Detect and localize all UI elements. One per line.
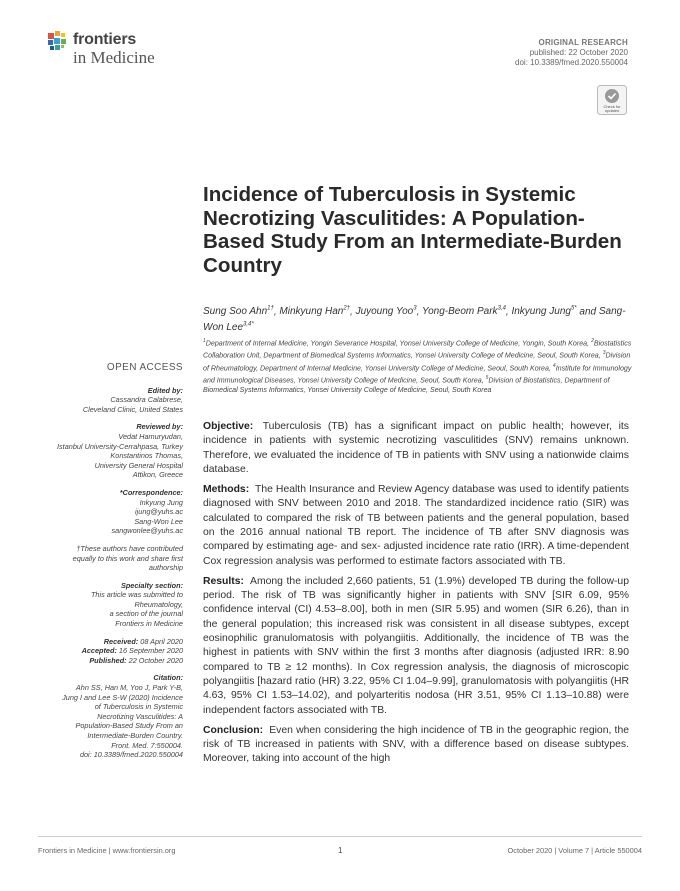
- sidebar-line: This article was submitted to: [90, 590, 183, 600]
- author-separator: and: [576, 306, 599, 318]
- sidebar-line: of Tuberculosis in Systemic: [94, 702, 183, 712]
- sidebar-heading: Reviewed by:: [136, 422, 183, 432]
- footer-divider: [38, 836, 642, 837]
- author-separator: ,: [416, 306, 422, 318]
- publication-dates: [38, 637, 183, 666]
- author-name: Yong-Beom Park: [421, 306, 498, 318]
- article-meta: [515, 38, 628, 68]
- frontiers-logo-icon: [46, 30, 72, 56]
- author-separator: ,: [350, 306, 356, 318]
- date-value: 08 April 2020: [138, 636, 183, 646]
- sidebar-section: [38, 386, 183, 415]
- affiliation-text: Division of Rheumatology, Department of Internal Medicine, Yonsei University College of Medicine, Seoul, South Korea,: [203, 351, 631, 372]
- article-info-sidebar: [38, 363, 183, 760]
- abstract-section: [203, 483, 629, 569]
- sidebar-line: Necrotizing Vasculitides: A: [97, 711, 183, 721]
- journal-name: in Medicine: [73, 48, 155, 67]
- author-name: Juyoung Yoo: [355, 306, 414, 318]
- sidebar-line: Sang-Won Lee: [134, 516, 183, 526]
- author-affiliation-mark: 2†: [343, 306, 350, 312]
- sidebar-line: Vedat Hamuryudan,: [118, 431, 183, 441]
- abstract-section: [203, 420, 629, 477]
- sidebar-heading: *Correspondence:: [119, 487, 183, 497]
- sidebar-link[interactable]: doi: 10.3389/fmed.2020.550004: [79, 750, 183, 760]
- affiliation-number: 2: [591, 338, 594, 344]
- sidebar-line: equally to this work and share first: [72, 553, 183, 563]
- date-line: [38, 637, 183, 647]
- affiliation-number: 3: [602, 350, 606, 357]
- abstract-text: Tuberculosis (TB) has a significant impact on public health; however, its incidence in patients with systemic necrotizing vasculitides (SNV) remains unknown. Therefore, we evaluated the incidence of TB in patients with SNV using a nationwide claims database.: [203, 421, 629, 476]
- author-name: Inkyung Jung: [511, 306, 571, 318]
- affiliation-number: 1: [203, 338, 206, 344]
- sidebar-line: Inkyung Jung: [139, 497, 183, 507]
- abstract-text: The Health Insurance and Review Agency database was used to identify patients diagnosed with SNV between 2010 and 2018. The standardized incidence ratio (SIR) was calculated to compared the risk of TB between patients and the general population, based on the 2016 annual national TB report. The incidence of TB after SNV diagnosis was compared by estimating age- and sex- adjusted incidence rate ratio (IRR). A time-dependent Cox regression analysis was performed to estimate factors associated with TB.: [203, 483, 629, 567]
- sidebar-line: Population-Based Study From an: [75, 721, 183, 731]
- footer-issue-info: October 2020 | Volume 7 | Article 550004: [507, 846, 642, 855]
- published-date: published: 22 October 2020: [529, 48, 628, 57]
- sidebar-line: Istanbul University-Cerrahpasa, Turkey: [57, 441, 183, 451]
- date-value: 16 September 2020: [116, 646, 183, 656]
- author[interactable]: [279, 306, 350, 317]
- sidebar-section: [38, 422, 183, 480]
- sidebar-heading: Edited by:: [147, 385, 183, 395]
- author[interactable]: [511, 306, 576, 317]
- abstract-heading: Objective:: [203, 421, 254, 432]
- sidebar-line: Attikon, Greece: [132, 470, 183, 480]
- crossmark-line1: Check for: [603, 104, 621, 109]
- abstract-text: Even when considering the high incidence of TB in the geographic region, the risk of TB increased in patients with SNV, with a difference based on disease subtypes. Moreover, taking into account of the high: [203, 724, 629, 765]
- sidebar-section: [38, 581, 183, 629]
- sidebar-heading: Citation:: [153, 673, 183, 683]
- affiliation-text: Biostatistics Collaboration Unit, Department of Biomedical Systems Informatics, Yonsei University College of Medicine, Seoul, South Korea,: [203, 339, 632, 360]
- sidebar-section: [38, 488, 183, 536]
- page-number: 1: [338, 846, 343, 855]
- author-affiliation-mark: 3,4: [497, 306, 506, 312]
- sidebar-section: [38, 673, 183, 759]
- abstract-heading: Results:: [203, 575, 244, 587]
- sidebar-line: Jung I and Lee S-W (2020) Incidence: [62, 692, 183, 702]
- article-type: ORIGINAL RESEARCH: [538, 38, 628, 47]
- author-affiliation-mark: 3: [413, 306, 417, 312]
- abstract-heading: Conclusion:: [203, 724, 264, 736]
- sidebar-line: University General Hospital: [94, 460, 183, 470]
- author-name: Sung Soo Ahn: [203, 306, 268, 318]
- author-affiliation-mark: 5*: [570, 306, 577, 312]
- sidebar-line: †These authors have contributed: [76, 543, 183, 553]
- date-label: Published:: [89, 655, 127, 665]
- sidebar-line: a section of the journal: [109, 609, 183, 619]
- sidebar-line: Frontiers in Medicine: [115, 619, 183, 629]
- affiliation-number: 5: [485, 374, 489, 381]
- author[interactable]: [203, 306, 274, 317]
- author-separator: ,: [505, 306, 512, 318]
- date-label: Accepted:: [81, 646, 117, 656]
- author-affiliation-mark: 3,4*: [243, 321, 254, 328]
- author[interactable]: [356, 306, 417, 317]
- author[interactable]: [422, 306, 506, 317]
- sidebar-link[interactable]: sangwonlee@yuhs.ac: [111, 526, 183, 536]
- sidebar-line: Cleveland Clinic, United States: [82, 404, 183, 414]
- affiliation-text: Division of Biostatistics, Department of Biomedical Systems Informatics, Yonsei University College of Medicine, Seoul, South Korea: [203, 376, 610, 395]
- date-label: Received:: [103, 636, 139, 646]
- sidebar-heading: Specialty section:: [120, 580, 183, 590]
- open-access-label[interactable]: OPEN ACCESS: [106, 362, 183, 373]
- crossmark-line2: updates: [604, 108, 620, 113]
- author-name: Minkyung Han: [279, 306, 344, 318]
- abstract-text: Among the included 2,660 patients, 51 (1.9%) developed TB during the follow-up period. The risk of TB was significantly higher in patients with SNV [SIR 6.09, 95% confidence interval (CI) 4.53–8.00], both in men (SIR 5.95) and women (SIR 6.26), than in the general population; this increased risk was consistent in all disease subtypes, except eosinophilic granulomatosis with polyangiitis. Additionally, the incidence of TB was the highest in patients with SNV within the first 3 months after diagnosis (adjusted IRR: 8.90 compared to TB ≥ 12 months). In Cox regression analysis, the diagnosis of microscopic polyangiitis [hazard ratio (HR) 3.22, 95% CI 1.04–9.99], granulomatosis with polyangiitis (HR 4.63, 95% CI 1.53–14.02), and polyarteritis nodosa (HR 3.51, 95% CI 1.13–10.88) were independent factors associated with TB.: [203, 575, 629, 716]
- abstract-section: [203, 575, 629, 718]
- article-title: Incidence of Tuberculosis in Systemic Necrotizing Vasculitides: A Population-Based Study From an Intermediate-Burden Country: [203, 183, 622, 277]
- sidebar-line: Konstantinos Thomas,: [110, 451, 183, 461]
- affiliation-text: Institute for Immunology and Immunological Diseases, Yonsei University College of Medicine, Seoul, South Korea,: [203, 363, 632, 385]
- affiliation-list: [203, 337, 633, 396]
- author-name: Sang-Won Lee: [203, 306, 626, 333]
- doi-link[interactable]: doi: 10.3389/fmed.2020.550004: [515, 58, 628, 67]
- sidebar-line: authorship: [148, 563, 183, 573]
- sidebar-line: Front. Med. 7:550004.: [111, 740, 183, 750]
- sidebar-line: Intermediate-Burden Country.: [87, 731, 183, 740]
- sidebar-line: Ahn SS, Han M, Yoo J, Park Y-B,: [75, 683, 183, 693]
- affiliation-number: 4: [552, 362, 556, 369]
- journal-logo[interactable]: [46, 28, 186, 72]
- sidebar-line: Rheumatology,: [134, 599, 183, 609]
- abstract-section: [203, 724, 629, 767]
- date-line: [38, 646, 183, 656]
- brand-name: frontiers: [73, 31, 137, 48]
- author-separator: ,: [273, 306, 280, 318]
- sidebar-section: [38, 544, 183, 573]
- date-line: [38, 656, 183, 666]
- footer-journal-link[interactable]: Frontiers in Medicine | www.frontiersin.org: [38, 846, 176, 855]
- abstract: [203, 420, 629, 772]
- author-affiliation-mark: 1†: [267, 306, 274, 312]
- date-value: 22 October 2020: [126, 655, 183, 665]
- affiliation-text: Department of Internal Medicine, Yongin Severance Hospital, Yonsei University College of Medicine, Yongin, South Korea,: [205, 339, 590, 348]
- sidebar-line: Cassandra Calabrese,: [110, 395, 183, 405]
- abstract-heading: Methods:: [203, 483, 250, 495]
- check-for-updates-icon[interactable]: [597, 85, 627, 115]
- author-list: [203, 303, 643, 334]
- sidebar-link[interactable]: ijung@yuhs.ac: [135, 507, 183, 517]
